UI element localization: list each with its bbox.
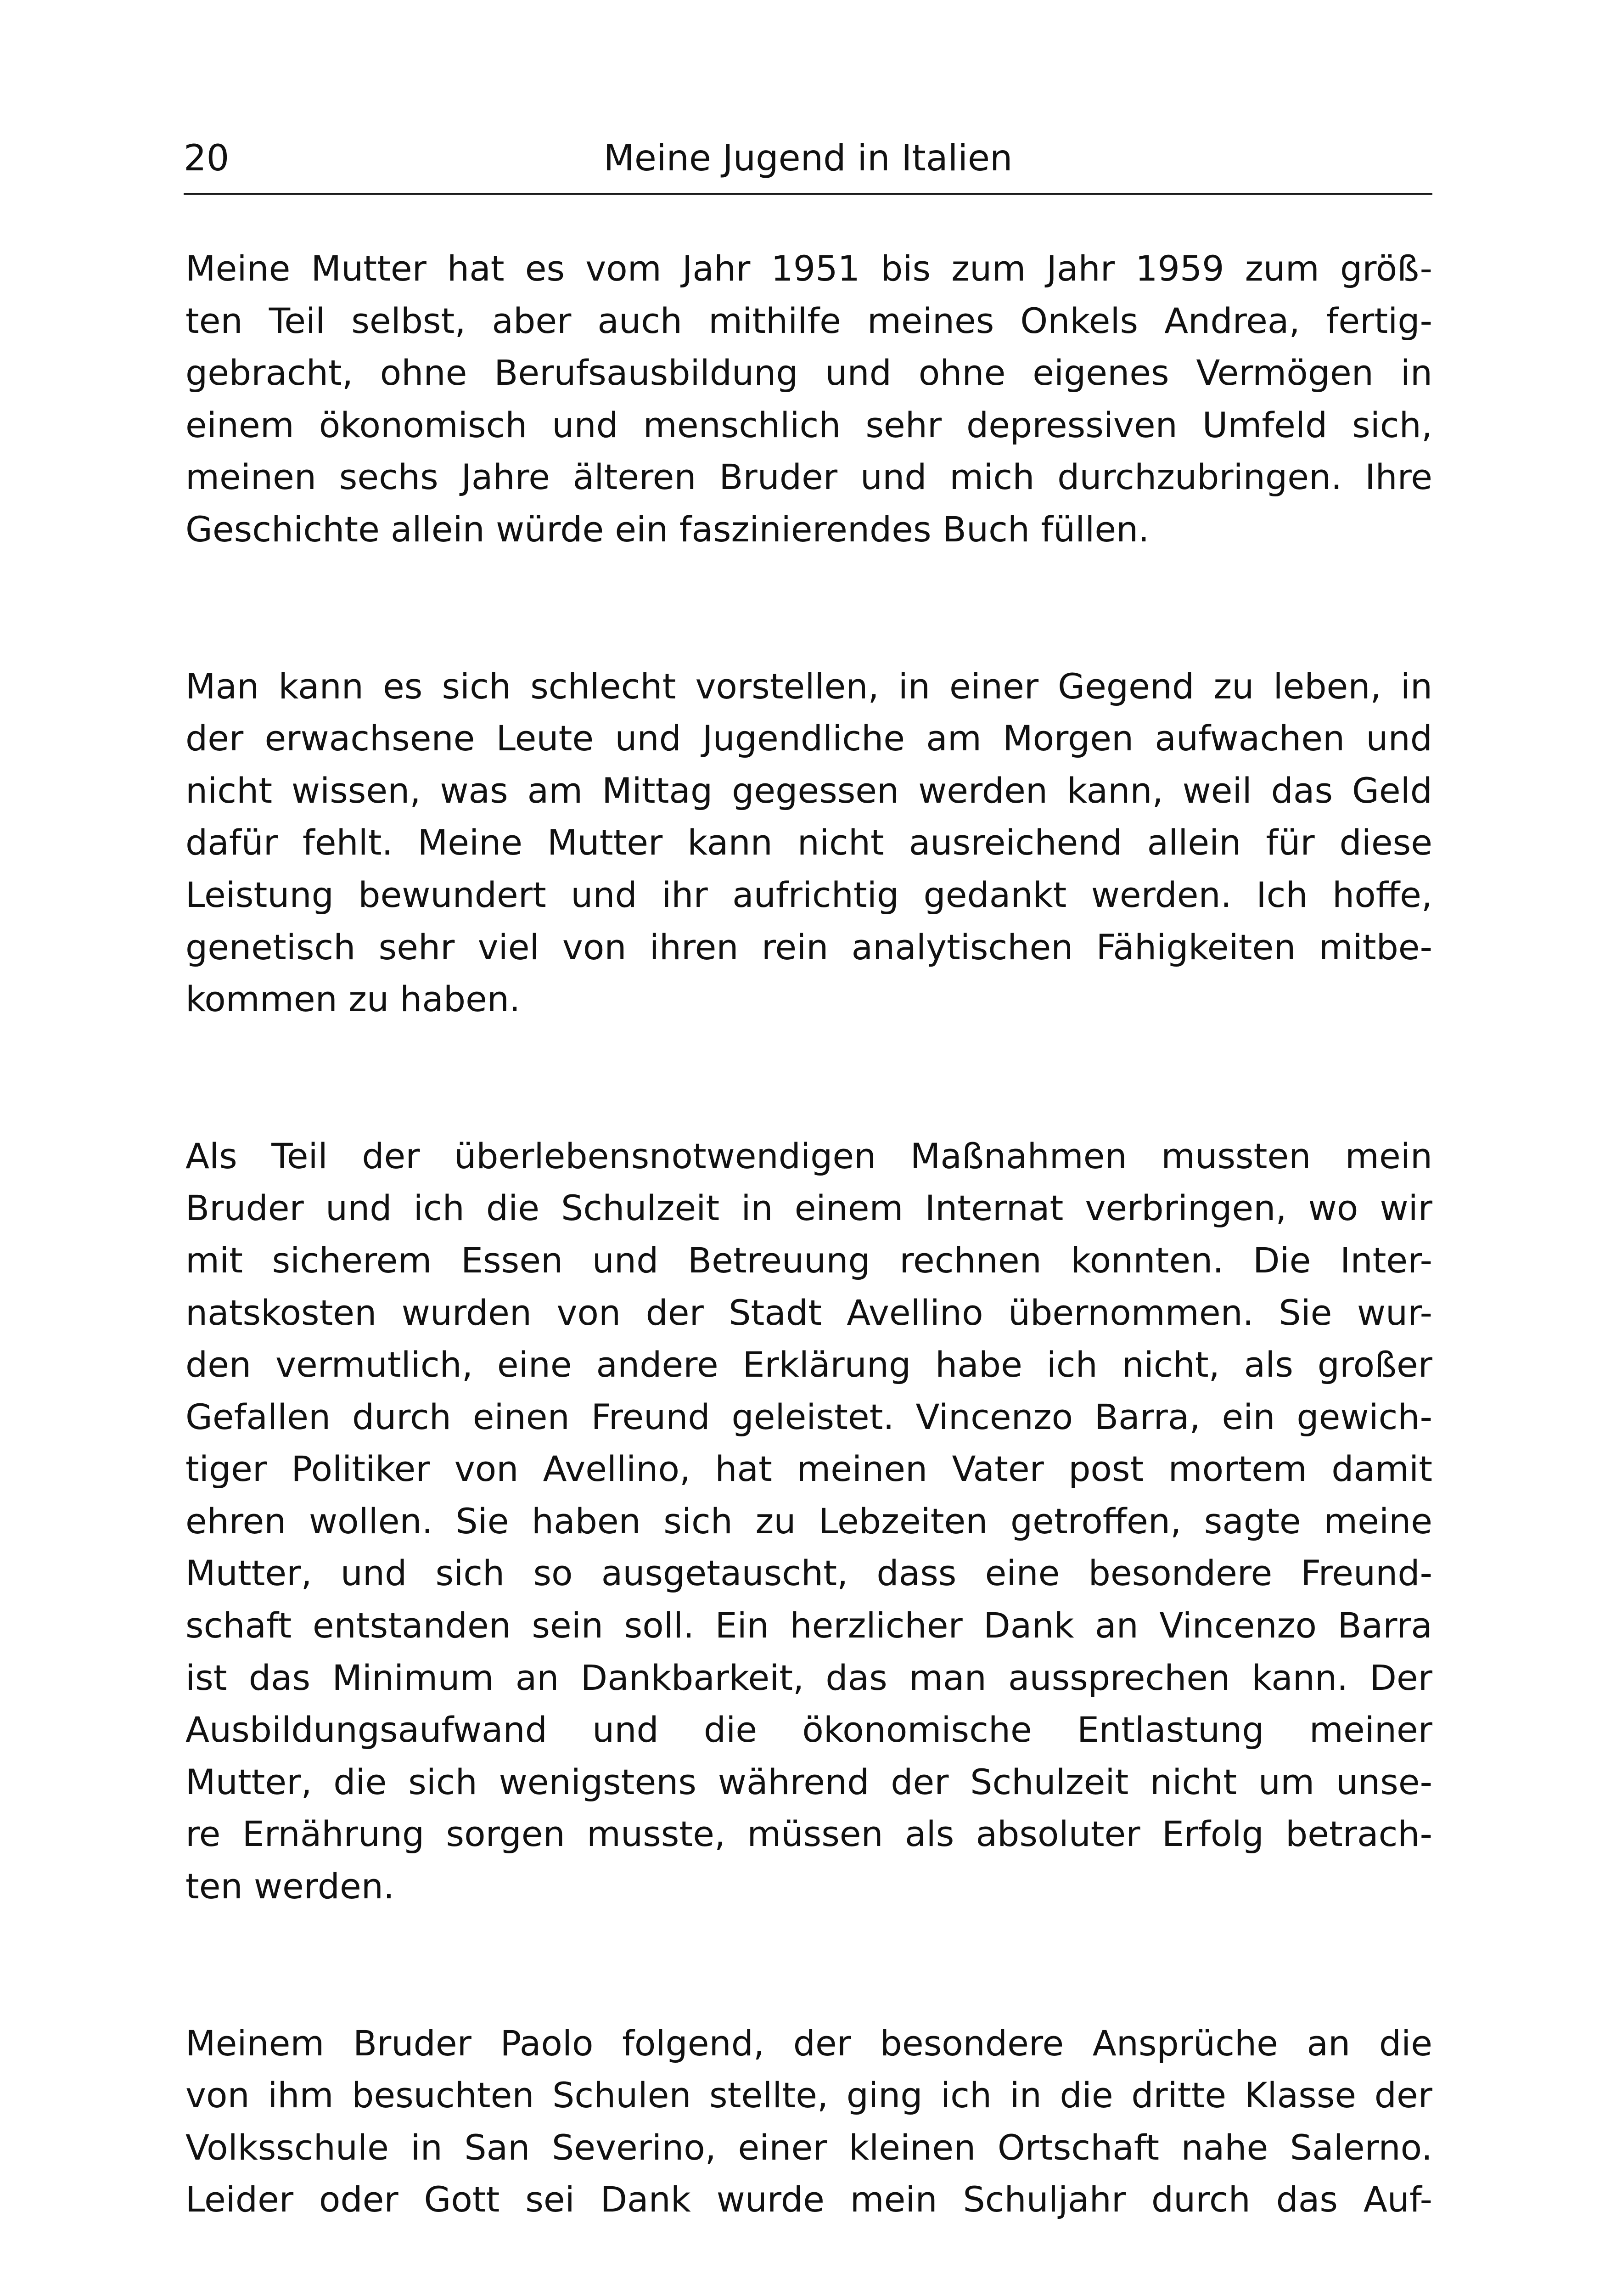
running-title: Meine Jugend in Italien [603,138,1013,179]
text-line: der erwachsene Leute und Jugendliche am Morgen aufwachen und [185,718,1432,759]
paragraph [185,2017,1432,2226]
text-line: nicht wissen, was am Mittag gegessen werden kann, weil das Geld [185,770,1432,811]
page-number: 20 [184,138,230,179]
text-line: Mutter, und sich so ausgetauscht, dass eine besondere Freund- [185,1553,1432,1594]
text-line: den vermutlich, eine andere Erklärung habe ich nicht, als großer [185,1344,1432,1385]
text-line: Meine Mutter hat es vom Jahr 1951 bis zum Jahr 1959 zum größ- [185,248,1432,289]
text-line: Mutter, die sich wenigstens während der Schulzeit nicht um unse- [185,1761,1432,1802]
text-line: Man kann es sich schlecht vorstellen, in einer Gegend zu leben, in [185,665,1432,707]
text-line: meinen sechs Jahre älteren Bruder und mich durchzubringen. Ihre [185,456,1432,498]
text-line: re Ernährung sorgen musste, müssen als absoluter Erfolg betrach- [185,1813,1432,1855]
text-line: ten werden. [185,1866,395,1907]
text-line: einem ökonomisch und menschlich sehr depressiven Umfeld sich, [185,404,1432,445]
text-line: natskosten wurden von der Stadt Avellino übernommen. Sie wur- [185,1292,1432,1333]
text-line: Ausbildungsaufwand und die ökonomische Entlastung meiner [185,1709,1432,1750]
text-line: Gefallen durch einen Freund geleistet. Vincenzo Barra, ein gewich- [185,1396,1432,1437]
paragraph [185,242,1432,556]
text-line: ist das Minimum an Dankbarkeit, das man aussprechen kann. Der [185,1657,1432,1698]
text-line: genetisch sehr viel von ihren rein analytischen Fähigkeiten mitbe- [185,926,1432,968]
text-line: mit sicherem Essen und Betreuung rechnen konnten. Die Inter- [185,1239,1432,1281]
text-line: tiger Politiker von Avellino, hat meinen Vater post mortem damit [185,1448,1432,1490]
text-line: ehren wollen. Sie haben sich zu Lebzeiten getroffen, sagte meine [185,1500,1432,1542]
paragraph [185,660,1432,1025]
text-line: von ihm besuchten Schulen stellte, ging ich in die dritte Klasse der [185,2075,1432,2116]
text-line: Leider oder Gott sei Dank wurde mein Schuljahr durch das Auf- [185,2179,1432,2220]
text-line: kommen zu haben. [185,979,521,1020]
text-line: dafür fehlt. Meine Mutter kann nicht ausreichend allein für diese [185,822,1432,863]
text-line: Geschichte allein würde ein faszinierendes Buch füllen. [185,508,1150,550]
text-line: gebracht, ohne Berufsausbildung und ohne eigenes Vermögen in [185,352,1432,394]
paragraph [185,1130,1432,1913]
text-line: Bruder und ich die Schulzeit in einem Internat verbringen, wo wir [185,1187,1432,1229]
text-line: ten Teil selbst, aber auch mithilfe meines Onkels Andrea, fertig- [185,300,1432,341]
text-line: Meinem Bruder Paolo folgend, der besondere Ansprüche an die [185,2022,1432,2064]
running-header [184,133,1432,195]
text-line: schaft entstanden sein soll. Ein herzlicher Dank an Vincenzo Barra [185,1605,1432,1646]
text-line: Volksschule in San Severino, einer kleinen Ortschaft nahe Salerno. [185,2127,1432,2168]
text-line: Leistung bewundert und ihr aufrichtig gedankt werden. Ich hoffe, [185,874,1432,915]
body-text [185,242,1432,2296]
text-line: Als Teil der überlebensnotwendigen Maßnahmen mussten mein [185,1135,1432,1176]
